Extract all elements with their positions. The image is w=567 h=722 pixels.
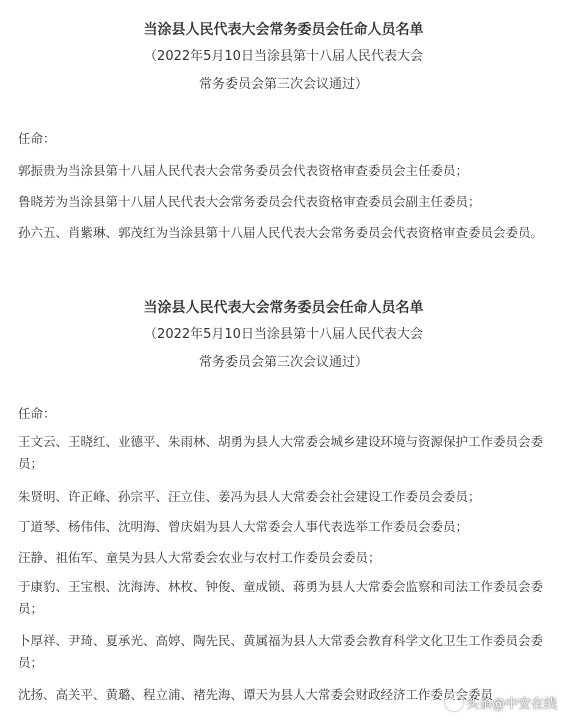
section2-entry-3: 丁道琴、杨伟伟、沈明海、曾庆娟为县人大常委会人事代表选举工作委员会委员； <box>18 519 469 534</box>
section1-subtitle-line2: 常务委员会第三次会议通过） <box>198 77 368 92</box>
section2-entry-2: 朱贤明、许正峰、孙宗平、汪立佳、姜冯为县人大常委会社会建设工作委员会委员； <box>18 489 481 504</box>
section2-entry-6: 卜厚祥、尹琦、夏承光、高婷、陶先民、黄属福为县人大常委会教育科学文化卫生工作委员会委员； <box>18 633 544 670</box>
section1-entry-2: 鲁晓芳为当涂县第十八届人民代表大会常务委员会代表资格审查委员会副主任委员； <box>18 194 481 209</box>
section2-entry-4: 汪静、祖佑军、童昊为县人大常委会农业与农村工作委员会委员； <box>18 550 381 565</box>
circle-logo-icon <box>445 693 463 711</box>
section2-title: 当涂县人民代表大会常务委员会任命人员名单 <box>143 300 424 316</box>
section2-entry-7: 沈扬、高关平、黄璐、程立浦、褚先海、谭天为县人大常委会财政经济工作委员会委员 <box>18 687 494 702</box>
section1-entry-3: 孙六五、肖紫琳、郭茂红为当涂县第十八届人民代表大会常务委员会代表资格审查委员会委员。 <box>18 225 544 240</box>
section1-subtitle-line1: （2022年5月10日当涂县第十八届人民代表大会 <box>144 49 423 64</box>
section2-subtitle-line2: 常务委员会第三次会议通过） <box>198 355 368 370</box>
section1-title: 当涂县人民代表大会常务委员会任命人员名单 <box>143 22 424 38</box>
section2-subtitle-line1: （2022年5月10日当涂县第十八届人民代表大会 <box>144 327 423 342</box>
watermark <box>445 690 557 714</box>
section1-intro: 任命： <box>18 131 56 146</box>
watermark-text: 头条@中安在线 <box>465 696 557 712</box>
section2-entry-5: 于康豹、王宝根、沈海涛、林枚、钟俊、童成锁、蒋勇为县人大常委会监察和司法工作委员会委员； <box>18 579 544 616</box>
section2-entry-1: 王文云、王晓红、业德平、朱雨林、胡勇为县人大常委会城乡建设环境与资源保护工作委员会委员； <box>18 434 544 471</box>
section1-entry-1: 郭振贵为当涂县第十八届人民代表大会常务委员会代表资格审查委员会主任委员； <box>18 163 469 178</box>
section2-intro: 任命： <box>18 406 56 421</box>
